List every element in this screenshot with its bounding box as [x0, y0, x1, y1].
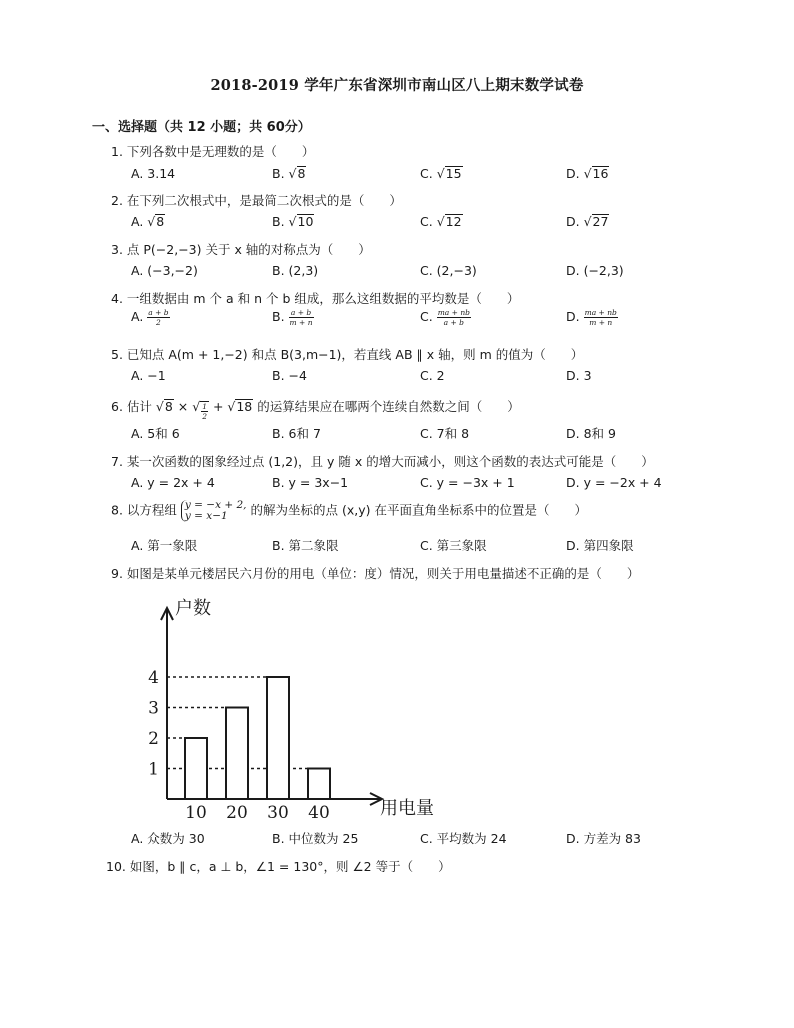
question-2-stem: 2. 在下列二次根式中，是最简二次根式的是（ ） [111, 193, 402, 208]
q5-option-d: D. 3 [566, 368, 592, 383]
x-tick-label: 10 [185, 803, 207, 823]
q4-option-d: D. $\frac{ma + nb}{m + n}$ [566, 308, 617, 327]
section-heading: 一、选择题（共 12 小题；共 60分） [92, 120, 311, 135]
q2-option-c: C. √12 [420, 214, 462, 229]
y-tick-label: 1 [148, 759, 159, 780]
y-axis-label: 户数 [175, 598, 211, 619]
q9-option-c: C. 平均数为 24 [420, 831, 507, 846]
q1-option-d: D. √16 [566, 166, 609, 181]
q4-option-b: B. $\frac{a + b}{m + n}$ [272, 308, 313, 327]
x-tick-label: 20 [226, 803, 248, 823]
y-tick-label: 3 [148, 698, 159, 719]
q8-option-b: B. 第二象限 [272, 538, 339, 553]
question-9-stem: 9. 如图是某单元楼居民六月份的用电（单位：度）情况，则关于用电量描述不正确的是（ ） [111, 566, 640, 581]
q2-option-b: B. √10 [272, 214, 314, 229]
q7-option-d: D. y = −2x + 4 [566, 475, 662, 490]
y-tick-label: 4 [148, 668, 159, 688]
q7-option-a: A. y = 2x + 4 [131, 475, 215, 490]
question-5-stem: 5. 已知点 A(m + 1,−2) 和点 B(3,m−1)，若直线 AB ∥ x 轴，则 m 的值为（ ） [111, 347, 584, 362]
q8-option-d: D. 第四象限 [566, 538, 634, 553]
page-title: 2018-2019 学年广东省深圳市南山区八上期末数学试卷 [210, 77, 584, 94]
question-4-stem: 4. 一组数据由 m 个 a 和 n 个 b 组成，那么这组数据的平均数是（ ） [111, 291, 520, 306]
x-tick-label: 40 [308, 803, 330, 823]
q2-option-d: D. √27 [566, 214, 609, 229]
q2-option-a: A. √8 [131, 214, 165, 229]
electricity-usage-bar-chart [130, 592, 450, 824]
q9-option-b: B. 中位数为 25 [272, 831, 359, 846]
q1-option-b: B. √8 [272, 166, 306, 181]
bar-20 [226, 708, 248, 800]
x-tick-label: 30 [267, 803, 289, 823]
q1-option-c: C. √15 [420, 166, 462, 181]
bar-10 [185, 738, 207, 799]
q3-option-a: A. (−3,−2) [131, 263, 198, 278]
q7-option-b: B. y = 3x−1 [272, 475, 349, 490]
q3-option-b: B. (2,3) [272, 263, 319, 278]
question-10-stem: 10. 如图，b ∥ c，a ⊥ b，∠1 = 130°，则 ∠2 等于（ ） [106, 859, 451, 874]
q3-option-d: D. (−2,3) [566, 263, 624, 278]
q6-option-b: B. 6和 7 [272, 426, 321, 441]
question-6-stem: 6. 估计 √8 × √ $\frac{1}{2}$ + √18 的运算结果应在哪两个连续自然数之间（ ） [111, 399, 520, 421]
question-3-stem: 3. 点 P(−2,−3) 关于 x 轴的对称点为（ ） [111, 242, 371, 257]
q6-option-d: D. 8和 9 [566, 426, 616, 441]
q3-option-c: C. (2,−3) [420, 263, 477, 278]
q1-option-a: A. 3.14 [131, 166, 176, 181]
q6-option-c: C. 7和 8 [420, 426, 470, 441]
q5-option-a: A. −1 [131, 368, 166, 383]
q4-option-a: A. $\frac{a + b}{2}$ [131, 308, 169, 327]
q9-option-d: D. 方差为 83 [566, 831, 641, 846]
question-1-stem: 1. 下列各数中是无理数的是（ ） [111, 144, 315, 159]
q4-option-c: C. $\frac{ma + nb}{a + b}$ [420, 308, 470, 327]
q8-option-a: A. 第一象限 [131, 538, 198, 553]
question-8-stem: 8. 以方程组 y = −x + 2, y = x−1 的解为坐标的点 (x,y) 在平面直角坐标系中的位置是（ ） [111, 499, 587, 522]
q5-option-c: C. 2 [420, 368, 445, 383]
q8-option-c: C. 第三象限 [420, 538, 487, 553]
q7-option-c: C. y = −3x + 1 [420, 475, 515, 490]
y-tick-label: 2 [148, 729, 159, 749]
x-axis-label: 用电量 [380, 798, 434, 819]
q6-option-a: A. 5和 6 [131, 426, 180, 441]
q5-option-b: B. −4 [272, 368, 307, 383]
question-7-stem: 7. 某一次函数的图象经过点 (1,2)，且 y 随 x 的增大而减小，则这个函数的表达式可能是（ ） [111, 454, 654, 469]
bar-30 [267, 677, 289, 799]
bar-40 [308, 769, 330, 800]
equation-system: y = −x + 2, y = x−1 [181, 500, 247, 522]
q9-option-a: A. 众数为 30 [131, 831, 205, 846]
